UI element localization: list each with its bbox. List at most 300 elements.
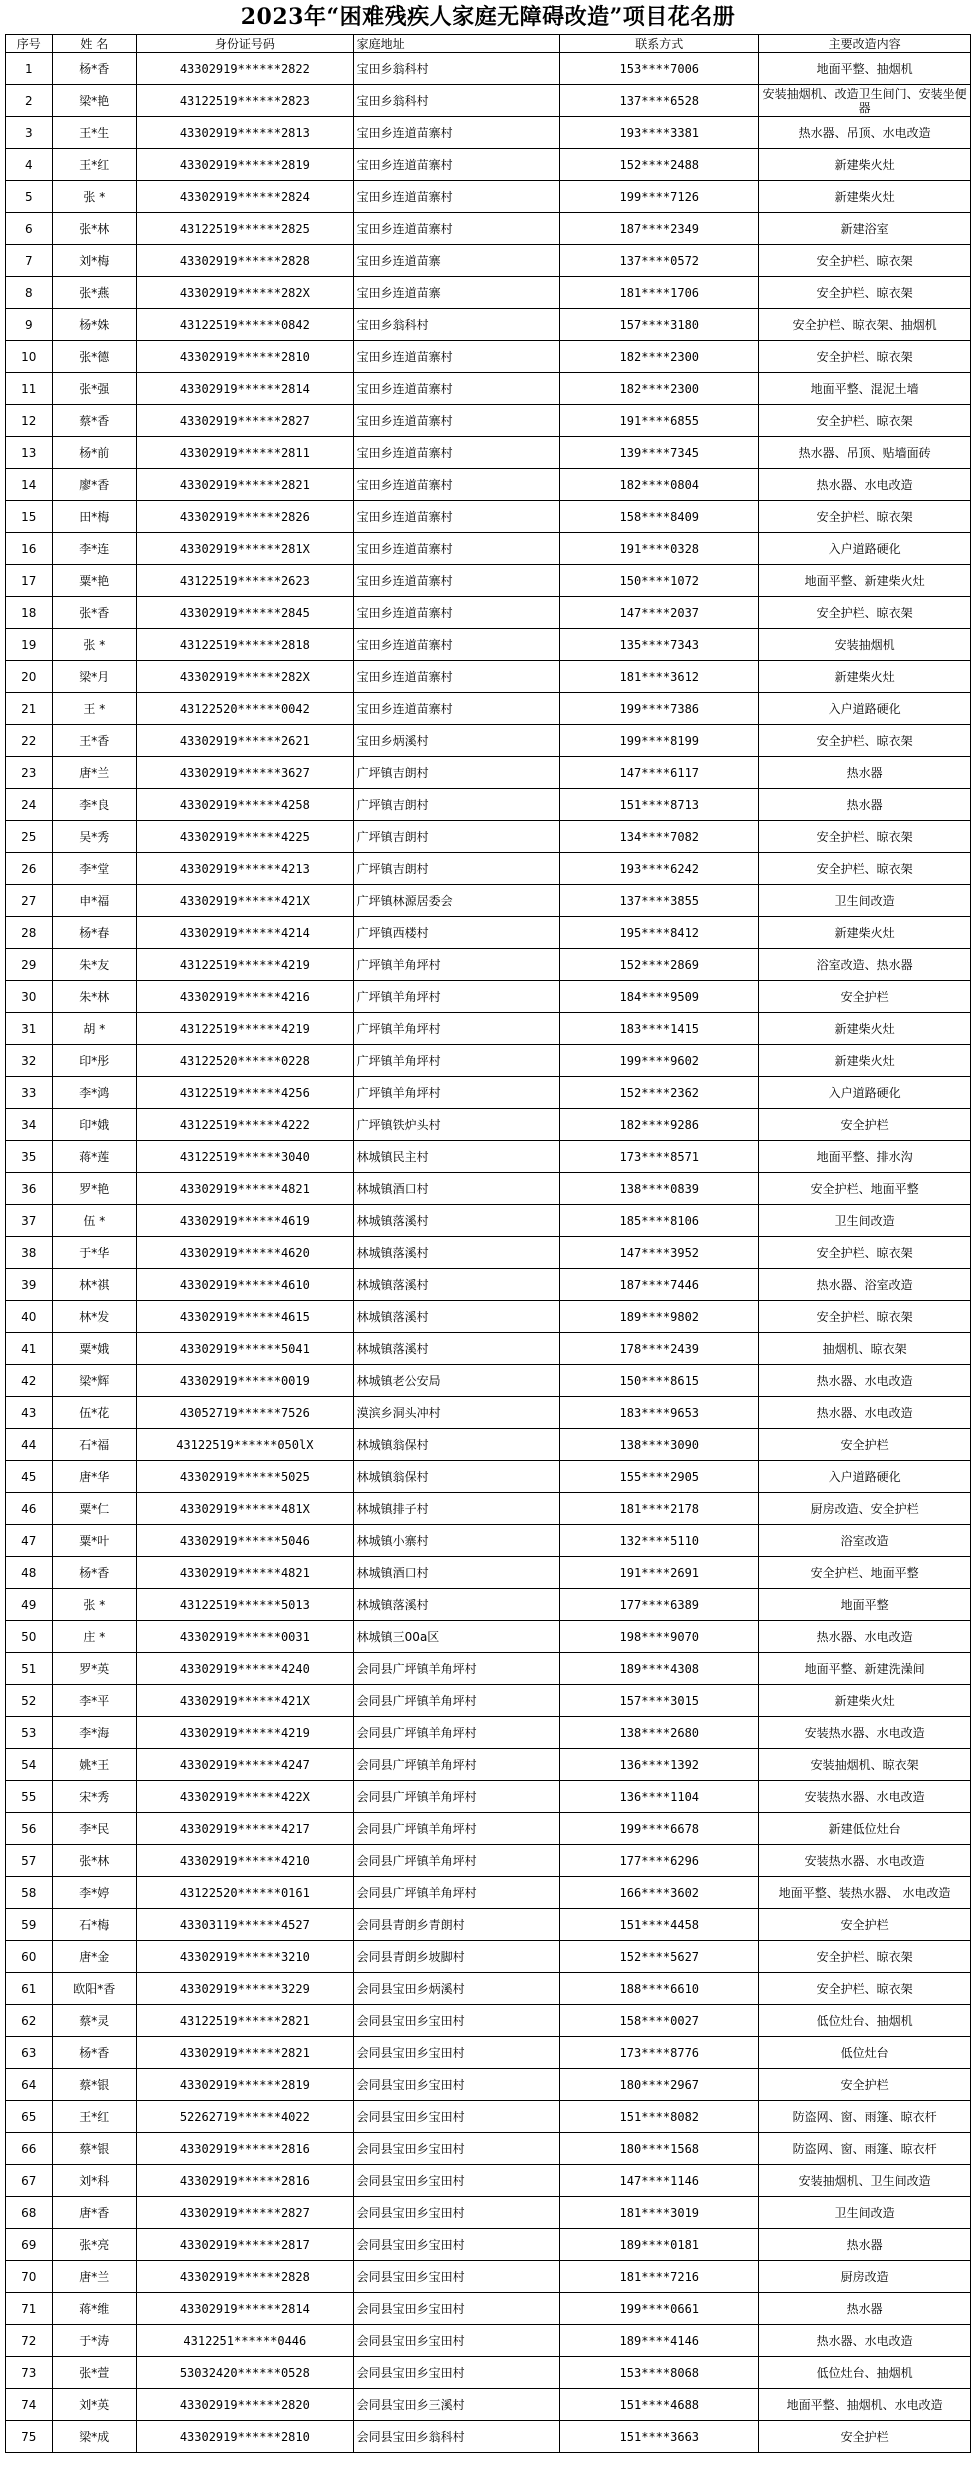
- cell-id-number: 43302919******4610: [137, 1269, 354, 1301]
- cell-id-number: 43302919******2820: [137, 2389, 354, 2421]
- cell-renovation: 热水器: [759, 789, 971, 821]
- table-row: [6, 2293, 971, 2325]
- cell-address: 广坪镇羊角坪村: [353, 1045, 560, 1077]
- table-row: [6, 2325, 971, 2357]
- cell-address: 广坪镇林源居委会: [353, 885, 560, 917]
- cell-name: 张 *: [52, 629, 136, 661]
- cell-renovation: 地面平整、装热水器、 水电改造: [759, 1877, 971, 1909]
- cell-id-number: 43302919******4214: [137, 917, 354, 949]
- cell-name: 吴*秀: [52, 821, 136, 853]
- cell-name: 李*连: [52, 533, 136, 565]
- cell-name: 王*红: [52, 149, 136, 181]
- cell-name: 田*梅: [52, 501, 136, 533]
- cell-id-number: 43122519******4219: [137, 1013, 354, 1045]
- table-row: [6, 565, 971, 597]
- table-header-row: [6, 35, 971, 53]
- cell-no: 40: [6, 1301, 53, 1333]
- table-row: [6, 1461, 971, 1493]
- cell-no: 32: [6, 1045, 53, 1077]
- table-row: [6, 661, 971, 693]
- cell-name: 刘*梅: [52, 245, 136, 277]
- table-row: [6, 1589, 971, 1621]
- cell-id-number: 43302919******4225: [137, 821, 354, 853]
- cell-no: 1: [6, 53, 53, 85]
- cell-name: 李*婷: [52, 1877, 136, 1909]
- cell-address: 林城镇落溪村: [353, 1205, 560, 1237]
- cell-address: 宝田乡连道苗寨村: [353, 469, 560, 501]
- cell-no: 60: [6, 1941, 53, 1973]
- cell-id-number: 43302919******4247: [137, 1749, 354, 1781]
- cell-phone: 138****2680: [560, 1717, 759, 1749]
- table-row: [6, 1237, 971, 1269]
- cell-renovation: 安装抽烟机: [759, 629, 971, 661]
- cell-phone: 150****8615: [560, 1365, 759, 1397]
- cell-address: 宝田乡连道苗寨: [353, 245, 560, 277]
- table-row: [6, 1877, 971, 1909]
- cell-no: 5: [6, 181, 53, 213]
- table-row: [6, 1653, 971, 1685]
- cell-renovation: 浴室改造: [759, 1525, 971, 1557]
- cell-no: 30: [6, 981, 53, 1013]
- cell-no: 55: [6, 1781, 53, 1813]
- cell-no: 67: [6, 2165, 53, 2197]
- cell-name: 李*民: [52, 1813, 136, 1845]
- table-row: [6, 277, 971, 309]
- cell-renovation: 安全护栏、晾衣架、抽烟机: [759, 309, 971, 341]
- cell-phone: 137****6528: [560, 85, 759, 117]
- cell-id-number: 43302919******2826: [137, 501, 354, 533]
- cell-no: 42: [6, 1365, 53, 1397]
- cell-phone: 187****7446: [560, 1269, 759, 1301]
- cell-address: 林城镇落溪村: [353, 1301, 560, 1333]
- cell-id-number: 43302919******5041: [137, 1333, 354, 1365]
- table-row: [6, 2037, 971, 2069]
- cell-id-number: 43302919******3627: [137, 757, 354, 789]
- cell-phone: 151****8713: [560, 789, 759, 821]
- cell-renovation: 安全护栏、地面平整: [759, 1173, 971, 1205]
- cell-renovation: 新建柴火灶: [759, 661, 971, 693]
- cell-renovation: 地面平整、抽烟机、水电改造: [759, 2389, 971, 2421]
- cell-renovation: 入户道路硬化: [759, 1077, 971, 1109]
- cell-name: 庄 *: [52, 1621, 136, 1653]
- cell-name: 唐*香: [52, 2197, 136, 2229]
- cell-address: 广坪镇吉朗村: [353, 757, 560, 789]
- cell-address: 宝田乡翁科村: [353, 85, 560, 117]
- cell-renovation: 安全护栏、晾衣架: [759, 1301, 971, 1333]
- cell-phone: 137****0572: [560, 245, 759, 277]
- cell-phone: 180****2967: [560, 2069, 759, 2101]
- cell-address: 林城镇三00a区: [353, 1621, 560, 1653]
- cell-no: 18: [6, 597, 53, 629]
- cell-phone: 135****7343: [560, 629, 759, 661]
- cell-phone: 139****7345: [560, 437, 759, 469]
- cell-renovation: 安装热水器、水电改造: [759, 1717, 971, 1749]
- table-row: [6, 2389, 971, 2421]
- table-row: [6, 1909, 971, 1941]
- cell-phone: 199****9602: [560, 1045, 759, 1077]
- table-row: [6, 501, 971, 533]
- cell-no: 65: [6, 2101, 53, 2133]
- cell-id-number: 43302919******2816: [137, 2133, 354, 2165]
- cell-address: 林城镇老公安局: [353, 1365, 560, 1397]
- cell-renovation: 低位灶台、抽烟机: [759, 2357, 971, 2389]
- cell-no: 64: [6, 2069, 53, 2101]
- cell-phone: 132****5110: [560, 1525, 759, 1557]
- table-row: [6, 2229, 971, 2261]
- cell-id-number: 43122520******0042: [137, 693, 354, 725]
- table-row: [6, 2357, 971, 2389]
- cell-name: 张*强: [52, 373, 136, 405]
- cell-id-number: 43052719******7526: [137, 1397, 354, 1429]
- cell-phone: 134****7082: [560, 821, 759, 853]
- cell-address: 宝田乡连道苗寨村: [353, 533, 560, 565]
- table-row: [6, 149, 971, 181]
- cell-id-number: 43302919******4219: [137, 1717, 354, 1749]
- cell-name: 梁*成: [52, 2421, 136, 2453]
- cell-id-number: 43302919******2828: [137, 245, 354, 277]
- cell-address: 宝田乡连道苗寨村: [353, 341, 560, 373]
- cell-renovation: 地面平整、新建柴火灶: [759, 565, 971, 597]
- cell-name: 李*堂: [52, 853, 136, 885]
- cell-id-number: 43302919******4216: [137, 981, 354, 1013]
- cell-phone: 181****7216: [560, 2261, 759, 2293]
- cell-name: 张*德: [52, 341, 136, 373]
- cell-renovation: 新建柴火灶: [759, 1685, 971, 1717]
- table-row: [6, 469, 971, 501]
- cell-id-number: 43302919******0031: [137, 1621, 354, 1653]
- cell-name: 张*林: [52, 213, 136, 245]
- cell-name: 唐*华: [52, 1461, 136, 1493]
- cell-name: 蔡*银: [52, 2069, 136, 2101]
- cell-renovation: 安全护栏、晾衣架: [759, 821, 971, 853]
- header-work: 主要改造内容: [759, 35, 971, 53]
- cell-no: 4: [6, 149, 53, 181]
- cell-id-number: 43122519******2623: [137, 565, 354, 597]
- table-row: [6, 629, 971, 661]
- cell-phone: 178****2439: [560, 1333, 759, 1365]
- cell-renovation: 热水器、水电改造: [759, 1397, 971, 1429]
- cell-address: 宝田乡连道苗寨村: [353, 693, 560, 725]
- cell-no: 50: [6, 1621, 53, 1653]
- cell-phone: 199****7386: [560, 693, 759, 725]
- cell-address: 宝田乡连道苗寨村: [353, 213, 560, 245]
- cell-renovation: 安全护栏: [759, 2421, 971, 2453]
- cell-address: 会同县广坪镇羊角坪村: [353, 1845, 560, 1877]
- cell-renovation: 热水器、水电改造: [759, 2325, 971, 2357]
- cell-address: 林城镇小寨村: [353, 1525, 560, 1557]
- table-row: [6, 533, 971, 565]
- table-row: [6, 1013, 971, 1045]
- cell-renovation: 安全护栏: [759, 1909, 971, 1941]
- cell-name: 于*华: [52, 1237, 136, 1269]
- cell-renovation: 抽烟机、晾衣架: [759, 1333, 971, 1365]
- cell-name: 杨*春: [52, 917, 136, 949]
- table-row: [6, 85, 971, 117]
- cell-address: 广坪镇羊角坪村: [353, 949, 560, 981]
- cell-id-number: 43122519******5013: [137, 1589, 354, 1621]
- cell-address: 会同县宝田乡宝田村: [353, 2037, 560, 2069]
- cell-name: 梁*月: [52, 661, 136, 693]
- cell-phone: 147****6117: [560, 757, 759, 789]
- cell-id-number: 43302919******4213: [137, 853, 354, 885]
- cell-address: 会同县宝田乡宝田村: [353, 2133, 560, 2165]
- table-row: [6, 757, 971, 789]
- cell-phone: 150****1072: [560, 565, 759, 597]
- table-row: [6, 213, 971, 245]
- cell-name: 蔡*香: [52, 405, 136, 437]
- header-id: 身份证号码: [137, 35, 354, 53]
- table-row: [6, 1557, 971, 1589]
- cell-name: 张 *: [52, 1589, 136, 1621]
- cell-no: 72: [6, 2325, 53, 2357]
- cell-no: 59: [6, 1909, 53, 1941]
- cell-id-number: 43122519******4256: [137, 1077, 354, 1109]
- cell-no: 47: [6, 1525, 53, 1557]
- cell-address: 会同县宝田乡宝田村: [353, 2005, 560, 2037]
- cell-address: 林城镇翁保村: [353, 1461, 560, 1493]
- cell-phone: 193****6242: [560, 853, 759, 885]
- cell-address: 宝田乡连道苗寨: [353, 277, 560, 309]
- cell-phone: 151****4458: [560, 1909, 759, 1941]
- cell-id-number: 43302919******422X: [137, 1781, 354, 1813]
- cell-id-number: 43122519******2823: [137, 85, 354, 117]
- cell-address: 会同县青朗乡坡脚村: [353, 1941, 560, 1973]
- cell-renovation: 安装热水器、水电改造: [759, 1845, 971, 1877]
- cell-renovation: 安全护栏: [759, 1429, 971, 1461]
- cell-name: 石*福: [52, 1429, 136, 1461]
- cell-no: 46: [6, 1493, 53, 1525]
- cell-renovation: 安全护栏、地面平整: [759, 1557, 971, 1589]
- cell-name: 于*涛: [52, 2325, 136, 2357]
- cell-no: 74: [6, 2389, 53, 2421]
- cell-renovation: 安全护栏: [759, 2069, 971, 2101]
- cell-id-number: 43302919******281X: [137, 533, 354, 565]
- cell-no: 21: [6, 693, 53, 725]
- cell-renovation: 地面平整、新建洗澡间: [759, 1653, 971, 1685]
- cell-phone: 199****6678: [560, 1813, 759, 1845]
- cell-phone: 137****3855: [560, 885, 759, 917]
- cell-phone: 182****2300: [560, 341, 759, 373]
- table-row: [6, 341, 971, 373]
- cell-phone: 138****0839: [560, 1173, 759, 1205]
- cell-no: 54: [6, 1749, 53, 1781]
- cell-renovation: 热水器: [759, 2229, 971, 2261]
- table-row: [6, 981, 971, 1013]
- cell-renovation: 安装抽烟机、改造卫生间门、安装坐便器: [759, 85, 971, 117]
- cell-renovation: 安全护栏: [759, 981, 971, 1013]
- cell-renovation: 卫生间改造: [759, 2197, 971, 2229]
- cell-address: 会同县宝田乡宝田村: [353, 2261, 560, 2293]
- cell-id-number: 53032420******0528: [137, 2357, 354, 2389]
- cell-id-number: 43302919******4615: [137, 1301, 354, 1333]
- cell-id-number: 43302919******2819: [137, 2069, 354, 2101]
- table-row: [6, 1781, 971, 1813]
- cell-id-number: 43302919******2822: [137, 53, 354, 85]
- cell-phone: 153****8068: [560, 2357, 759, 2389]
- table-row: [6, 885, 971, 917]
- cell-name: 唐*兰: [52, 757, 136, 789]
- cell-id-number: 43122519******0842: [137, 309, 354, 341]
- cell-phone: 181****3612: [560, 661, 759, 693]
- cell-phone: 187****2349: [560, 213, 759, 245]
- cell-renovation: 安装抽烟机、晾衣架: [759, 1749, 971, 1781]
- cell-name: 罗*艳: [52, 1173, 136, 1205]
- table-row: [6, 789, 971, 821]
- cell-id-number: 43122519******2821: [137, 2005, 354, 2037]
- cell-id-number: 43302919******4210: [137, 1845, 354, 1877]
- cell-id-number: 43302919******4240: [137, 1653, 354, 1685]
- cell-name: 欧阳*香: [52, 1973, 136, 2005]
- cell-no: 70: [6, 2261, 53, 2293]
- cell-renovation: 卫生间改造: [759, 885, 971, 917]
- cell-renovation: 厨房改造: [759, 2261, 971, 2293]
- cell-id-number: 43302919******5025: [137, 1461, 354, 1493]
- cell-address: 宝田乡翁科村: [353, 309, 560, 341]
- cell-id-number: 43122519******2818: [137, 629, 354, 661]
- cell-address: 林城镇民主村: [353, 1141, 560, 1173]
- cell-phone: 195****8412: [560, 917, 759, 949]
- cell-renovation: 地面平整、排水沟: [759, 1141, 971, 1173]
- cell-phone: 199****7126: [560, 181, 759, 213]
- table-row: [6, 1685, 971, 1717]
- cell-phone: 182****2300: [560, 373, 759, 405]
- cell-address: 林城镇落溪村: [353, 1589, 560, 1621]
- cell-phone: 183****9653: [560, 1397, 759, 1429]
- cell-address: 会同县宝田乡宝田村: [353, 2293, 560, 2325]
- cell-id-number: 43302919******2821: [137, 2037, 354, 2069]
- cell-address: 林城镇酒口村: [353, 1557, 560, 1589]
- cell-no: 49: [6, 1589, 53, 1621]
- cell-no: 8: [6, 277, 53, 309]
- cell-renovation: 热水器、吊顶、贴墙面砖: [759, 437, 971, 469]
- cell-address: 宝田乡连道苗寨村: [353, 565, 560, 597]
- cell-no: 3: [6, 117, 53, 149]
- cell-phone: 153****7006: [560, 53, 759, 85]
- cell-no: 51: [6, 1653, 53, 1685]
- cell-id-number: 43302919******2819: [137, 149, 354, 181]
- cell-no: 20: [6, 661, 53, 693]
- cell-address: 宝田乡连道苗寨村: [353, 405, 560, 437]
- cell-address: 会同县宝田乡炳溪村: [353, 1973, 560, 2005]
- table-body: [6, 53, 971, 2453]
- cell-no: 25: [6, 821, 53, 853]
- cell-renovation: 入户道路硬化: [759, 533, 971, 565]
- cell-phone: 199****8199: [560, 725, 759, 757]
- cell-no: 61: [6, 1973, 53, 2005]
- cell-renovation: 卫生间改造: [759, 1205, 971, 1237]
- cell-renovation: 新建柴火灶: [759, 1045, 971, 1077]
- cell-renovation: 安全护栏、晾衣架: [759, 405, 971, 437]
- table-row: [6, 373, 971, 405]
- cell-id-number: 43302919******3210: [137, 1941, 354, 1973]
- cell-renovation: 热水器、吊顶、水电改造: [759, 117, 971, 149]
- cell-phone: 136****1104: [560, 1781, 759, 1813]
- cell-name: 朱*友: [52, 949, 136, 981]
- cell-name: 唐*金: [52, 1941, 136, 1973]
- cell-phone: 189****9802: [560, 1301, 759, 1333]
- cell-no: 24: [6, 789, 53, 821]
- cell-no: 45: [6, 1461, 53, 1493]
- table-row: [6, 1141, 971, 1173]
- cell-no: 62: [6, 2005, 53, 2037]
- cell-no: 19: [6, 629, 53, 661]
- cell-id-number: 43302919******2827: [137, 2197, 354, 2229]
- cell-renovation: 安装热水器、水电改造: [759, 1781, 971, 1813]
- table-row: [6, 1365, 971, 1397]
- cell-no: 69: [6, 2229, 53, 2261]
- cell-no: 33: [6, 1077, 53, 1109]
- cell-id-number: 43302919******481X: [137, 1493, 354, 1525]
- cell-name: 粟*娥: [52, 1333, 136, 1365]
- cell-phone: 199****0661: [560, 2293, 759, 2325]
- cell-id-number: 43302919******2621: [137, 725, 354, 757]
- cell-name: 王 *: [52, 693, 136, 725]
- cell-id-number: 43302919******2821: [137, 469, 354, 501]
- cell-name: 唐*兰: [52, 2261, 136, 2293]
- cell-name: 粟*艳: [52, 565, 136, 597]
- cell-name: 李*良: [52, 789, 136, 821]
- cell-name: 石*梅: [52, 1909, 136, 1941]
- cell-name: 粟*仁: [52, 1493, 136, 1525]
- cell-phone: 173****8571: [560, 1141, 759, 1173]
- cell-phone: 147****2037: [560, 597, 759, 629]
- cell-address: 林城镇落溪村: [353, 1237, 560, 1269]
- cell-no: 75: [6, 2421, 53, 2453]
- cell-address: 宝田乡翁科村: [353, 53, 560, 85]
- cell-name: 杨*香: [52, 2037, 136, 2069]
- cell-phone: 193****3381: [560, 117, 759, 149]
- cell-phone: 183****1415: [560, 1013, 759, 1045]
- cell-renovation: 防盗网、窗、雨篷、晾衣杆: [759, 2133, 971, 2165]
- cell-phone: 189****4308: [560, 1653, 759, 1685]
- cell-name: 梁*艳: [52, 85, 136, 117]
- cell-renovation: 地面平整: [759, 1589, 971, 1621]
- table-row: [6, 1845, 971, 1877]
- cell-address: 漠滨乡洞头冲村: [353, 1397, 560, 1429]
- cell-no: 57: [6, 1845, 53, 1877]
- cell-no: 29: [6, 949, 53, 981]
- cell-renovation: 热水器、水电改造: [759, 1621, 971, 1653]
- cell-renovation: 安全护栏、晾衣架: [759, 341, 971, 373]
- header-address: 家庭地址: [353, 35, 560, 53]
- cell-renovation: 新建柴火灶: [759, 917, 971, 949]
- cell-renovation: 安全护栏、晾衣架: [759, 277, 971, 309]
- cell-address: 宝田乡连道苗寨村: [353, 117, 560, 149]
- cell-renovation: 防盗网、窗、雨篷、晾衣杆: [759, 2101, 971, 2133]
- cell-name: 王*香: [52, 725, 136, 757]
- cell-id-number: 43302919******2811: [137, 437, 354, 469]
- cell-name: 宋*秀: [52, 1781, 136, 1813]
- cell-address: 宝田乡连道苗寨村: [353, 149, 560, 181]
- cell-phone: 189****0181: [560, 2229, 759, 2261]
- cell-renovation: 安全护栏: [759, 1109, 971, 1141]
- cell-id-number: 43302919******4620: [137, 1237, 354, 1269]
- cell-address: 会同县宝田乡宝田村: [353, 2325, 560, 2357]
- table-row: [6, 2261, 971, 2293]
- cell-address: 广坪镇西楼村: [353, 917, 560, 949]
- table-row: [6, 2197, 971, 2229]
- cell-id-number: 43302919******421X: [137, 1685, 354, 1717]
- cell-address: 会同县宝田乡宝田村: [353, 2069, 560, 2101]
- table-row: [6, 181, 971, 213]
- cell-no: 48: [6, 1557, 53, 1589]
- cell-id-number: 43122519******4222: [137, 1109, 354, 1141]
- cell-renovation: 新建柴火灶: [759, 181, 971, 213]
- cell-id-number: 43302919******3229: [137, 1973, 354, 2005]
- cell-address: 广坪镇羊角坪村: [353, 1077, 560, 1109]
- cell-name: 刘*英: [52, 2389, 136, 2421]
- cell-address: 会同县广坪镇羊角坪村: [353, 1781, 560, 1813]
